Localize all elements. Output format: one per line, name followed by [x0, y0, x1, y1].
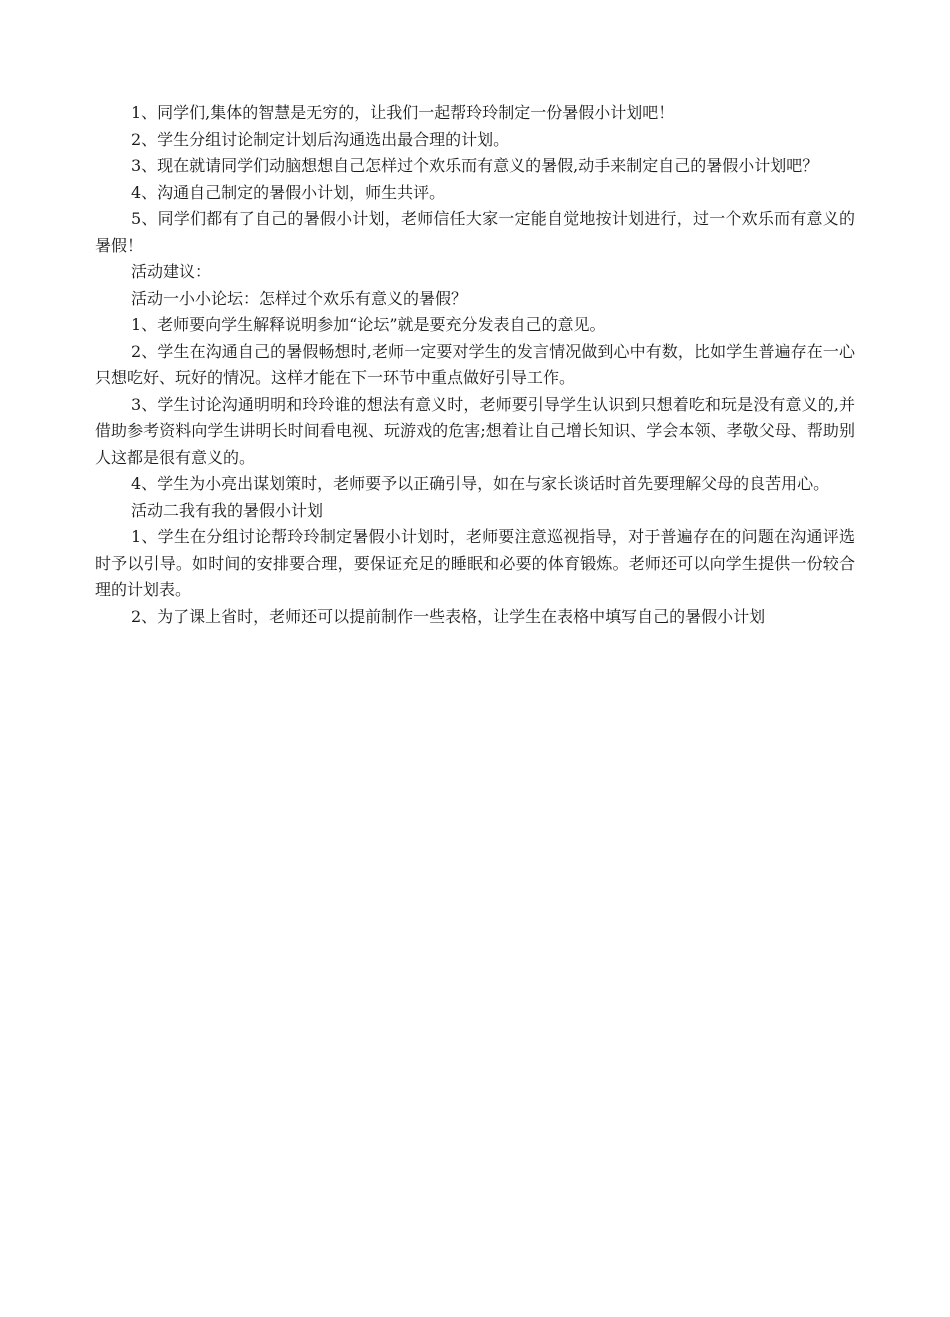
section-heading-activity-suggestions: 活动建议： [131, 262, 212, 281]
paragraph-4: 4、沟通自己制定的暑假小计划，师生共评。 [131, 182, 446, 202]
paragraph-activity-two-2: 2、为了课上省时，老师还可以提前制作一些表格，让学生在表格中填写自己的暑假小计划 [131, 606, 766, 626]
paragraph-activity-one-3: 3、学生讨论沟通明明和玲玲谁的想法有意义时，老师要引导学生认识到只想着吃和玩是没有意义的,并借助参考资料向学生讲明长时间看电视、玩游戏的危害;想着让自己增长知识、学会本领、孝敬父母、帮助别人这都是很有意义的。 [95, 394, 855, 467]
paragraph-5: 5、同学们都有了自己的暑假小计划，老师信任大家一定能自觉地按计划进行，过一个欢乐而有意义的暑假！ [95, 209, 855, 255]
subheading-activity-two: 活动二我有我的暑假小计划 [131, 500, 324, 520]
paragraph-activity-one-2: 2、学生在沟通自己的暑假畅想时,老师一定要对学生的发言情况做到心中有数，比如学生普遍存在一心只想吃好、玩好的情况。这样才能在下一环节中重点做好引导工作。 [95, 341, 855, 387]
paragraph-3: 3、现在就请同学们动脑想想自己怎样过个欢乐而有意义的暑假,动手来制定自己的暑假小计划吧？ [131, 156, 819, 175]
subheading-activity-one: 活动一小小论坛：怎样过个欢乐有意义的暑假？ [131, 288, 468, 308]
paragraph-activity-one-1: 1、老师要向学生解释说明参加“论坛”就是要充分发表自己的意见。 [131, 315, 606, 334]
paragraph-1: 1、同学们,集体的智慧是无穷的，让我们一起帮玲玲制定一份暑假小计划吧！ [131, 103, 675, 122]
paragraph-activity-one-4: 4、学生为小亮出谋划策时，老师要予以正确引导，如在与家长谈话时首先要理解父母的良苦用心。 [131, 474, 830, 493]
paragraph-activity-two-1: 1、学生在分组讨论帮玲玲制定暑假小计划时，老师要注意巡视指导，对于普遍存在的问题在沟通评选时予以引导。如时间的安排要合理，要保证充足的睡眠和必要的体育锻炼。老师还可以向学生提供一份较合理的计划表。 [95, 527, 855, 599]
paragraph-2: 2、学生分组讨论制定计划后沟通选出最合理的计划。 [131, 129, 510, 149]
document-body [95, 100, 855, 630]
